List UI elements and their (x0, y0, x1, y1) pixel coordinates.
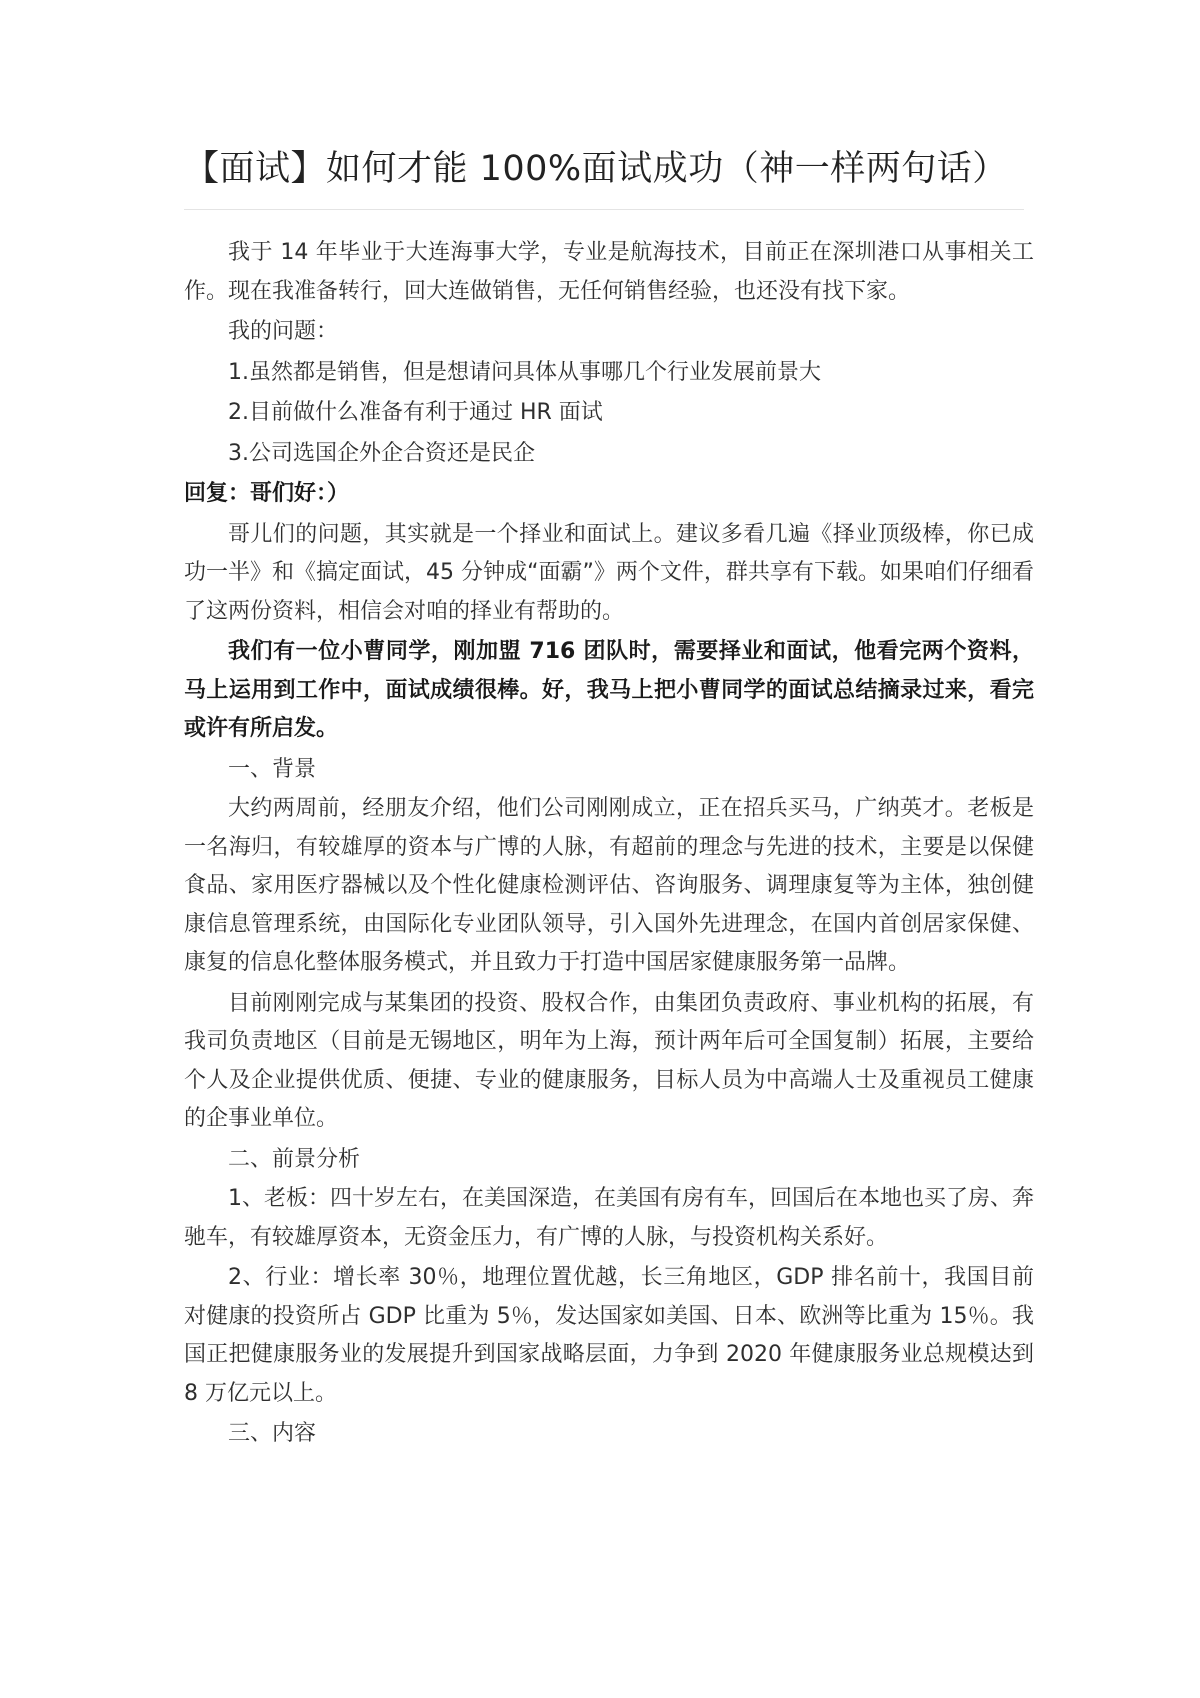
background-paragraph-1: 大约两周前，经朋友介绍，他们公司刚刚成立，正在招兵买马，广纳英才。老板是一名海归，有较雄厚的资本与广博的人脉，有超前的理念与先进的技术，主要是以保健食品、家用医疗器械以及个性化健康检测评估、咨询服务、调理康复等为主体，独创健康信息管理系统，由国际化专业团队领导，引入国外先进理念，在国内首创居家保健、康复的信息化整体服务模式，并且致力于打造中国居家健康服务第一品牌。 (184, 796, 1034, 975)
intro-paragraph: 我于 14 年毕业于大连海事大学，专业是航海技术，目前正在深圳港口从事相关工作。现在我准备转行，回大连做销售，无任何销售经验，也还没有找下家。 (184, 240, 1034, 304)
section-heading-background: 一、背景 (228, 756, 317, 782)
question-item-2: 2.目前做什么准备有利于通过 HR 面试 (228, 400, 603, 425)
document-body (184, 234, 1034, 1455)
analysis-paragraph-industry: 2、行业：增长率 30％，地理位置优越，长三角地区，GDP 排名前十，我国目前对健康的投资所占 GDP 比重为 5％，发达国家如美国、日本、欧洲等比重为 15％。我国正把健康服务业的发展提升到国家战略层面，力争到 2020 年健康服务业总规模达到 8 万亿元以上。 (184, 1265, 1034, 1406)
question-item-3: 3.公司选国企外企合资还是民企 (228, 440, 535, 466)
reply-paragraph: 哥儿们的问题，其实就是一个择业和面试上。建议多看几遍《择业顶级棒，你已成功一半》和《搞定面试，45 分钟成“面霸”》两个文件，群共享有下载。如果咱们仔细看了这两份资料，相信会对咱的择业有帮助的。 (184, 521, 1034, 624)
section-heading-analysis: 二、前景分析 (228, 1146, 361, 1172)
question-heading: 我的问题： (228, 319, 339, 344)
highlight-paragraph: 我们有一位小曹同学，刚加盟 716 团队时，需要择业和面试，他看完两个资料，马上运用到工作中，面试成绩很棒。好，我马上把小曹同学的面试总结摘录过来，看完或许有所启发。 (184, 639, 1034, 741)
analysis-paragraph-boss: 1、老板：四十岁左右，在美国深造，在美国有房有车，回国后在本地也买了房、奔驰车，有较雄厚资本，无资金压力，有广博的人脉，与投资机构关系好。 (184, 1186, 1034, 1250)
title-divider (184, 209, 1024, 210)
background-paragraph-2: 目前刚刚完成与某集团的投资、股权合作，由集团负责政府、事业机构的拓展，有我司负责地区（目前是无锡地区，明年为上海，预计两年后可全国复制）拓展，主要给个人及企业提供优质、便捷、专业的健康服务，目标人员为中高端人士及重视员工健康的企事业单位。 (184, 990, 1034, 1131)
question-item-1: 1.虽然都是销售，但是想请问具体从事哪几个行业发展前景大 (228, 359, 821, 385)
document-title: 【面试】如何才能 100%面试成功（神一样两句话） (184, 149, 1008, 189)
section-heading-content: 三、内容 (228, 1421, 317, 1446)
reply-heading: 回复：哥们好：） (184, 481, 350, 506)
